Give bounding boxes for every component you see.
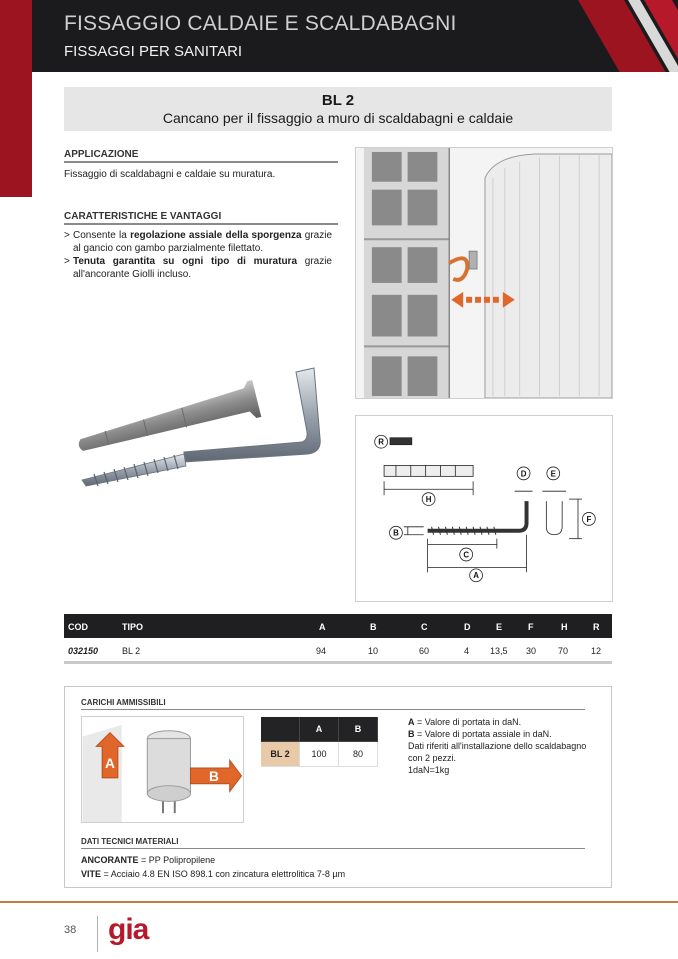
dim-label-f: F xyxy=(586,514,592,524)
material-vite: VITE = Acciaio 4.8 EN ISO 898.1 con zincatura elettrolitica 7-8 µm xyxy=(81,869,346,879)
col-c: C xyxy=(421,622,428,632)
header-subtitle: FISSAGGI PER SANITARI xyxy=(64,43,243,60)
col-tipo: TIPO xyxy=(122,622,144,632)
col-r: R xyxy=(593,622,600,632)
header-title: FISSAGGIO CALDAIE E SCALDABAGNI xyxy=(64,12,457,35)
dim-label-h: H xyxy=(425,495,432,505)
page-number: 38 xyxy=(64,924,77,936)
col-d: D xyxy=(464,622,471,632)
installation-illustration xyxy=(355,147,613,399)
caratteristiche-item: > Tenuta garantita su ogni tipo di muratura grazie all'ancorante Giolli incluso. xyxy=(64,256,332,280)
carichi-notes: A = Valore di portata in daN. B = Valore di portata assiale in daN. Dati riferiti all'installazione dello scaldabagno con 2 pezzi. 1daN=1kg xyxy=(408,717,587,775)
product-code: BL 2 xyxy=(321,92,355,109)
load-label-b: B xyxy=(209,768,219,784)
dimension-diagram xyxy=(355,415,613,602)
product-photo xyxy=(64,356,344,506)
spec-table-header xyxy=(64,614,612,638)
brand-logo: gia xyxy=(108,913,149,946)
carichi-table xyxy=(261,717,378,767)
product-title-box xyxy=(64,87,612,131)
left-accent-bar xyxy=(0,0,32,197)
material-ancorante: ANCORANTE = PP Polipropilene xyxy=(81,855,216,865)
table-row: BL 2 100 80 xyxy=(261,742,378,767)
load-label-a: A xyxy=(105,756,115,772)
caratteristiche-list xyxy=(64,229,332,281)
page-header xyxy=(32,0,678,72)
carichi-box xyxy=(64,686,612,888)
dati-tecnici-heading: DATI TECNICI MATERIALI xyxy=(81,837,585,849)
col-a: A xyxy=(319,622,326,632)
applicazione-text: Fissaggio di scaldabagni e caldaie su muratura. xyxy=(64,169,276,180)
product-description: Cancano per il fissaggio a muro di scaldabagni e caldaie xyxy=(162,110,514,126)
dim-label-e: E xyxy=(550,469,556,479)
footer-separator xyxy=(97,916,98,952)
footer-rule xyxy=(0,901,678,903)
dim-label-b: B xyxy=(393,528,399,538)
table-row: 032150 BL 2 94 10 60 4 13,5 30 70 12 xyxy=(64,638,612,664)
load-illustration xyxy=(81,716,244,823)
carichi-table-header: A B xyxy=(261,717,378,742)
dim-label-r: R xyxy=(378,437,384,447)
col-b: B xyxy=(370,622,377,632)
dim-label-c: C xyxy=(463,550,470,560)
spec-table xyxy=(64,614,612,664)
carichi-heading: CARICHI AMMISSIBILI xyxy=(81,698,585,710)
col-h: H xyxy=(561,622,568,632)
col-e: E xyxy=(496,622,503,632)
col-cod: COD xyxy=(68,622,88,632)
col-f: F xyxy=(528,622,534,632)
caratteristiche-item: > Consente la regolazione assiale della sporgenza grazie al gancio con gambo parzialmente filettato. xyxy=(64,230,333,254)
applicazione-heading: APPLICAZIONE xyxy=(64,149,338,163)
dim-label-a: A xyxy=(473,571,479,581)
dim-label-d: D xyxy=(520,469,527,479)
caratteristiche-heading: CARATTERISTICHE E VANTAGGI xyxy=(64,211,338,225)
